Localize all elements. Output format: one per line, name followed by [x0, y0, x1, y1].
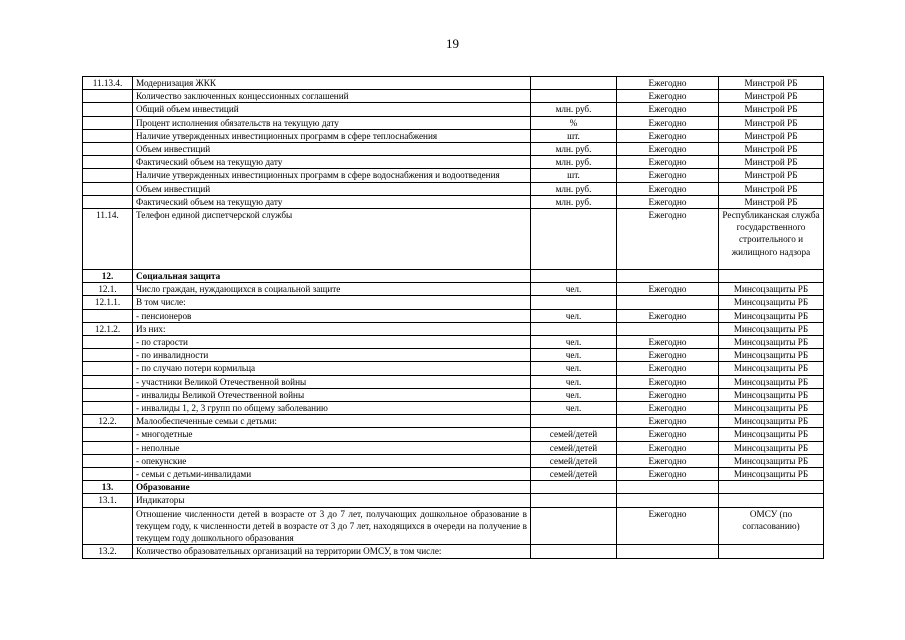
unit-cell: млн. руб.: [531, 103, 617, 116]
table-row: [83, 283, 824, 296]
period-cell: Ежегодно: [617, 362, 719, 375]
period-cell: Ежегодно: [617, 169, 719, 182]
unit-cell: млн. руб.: [531, 195, 617, 208]
table-row: [83, 129, 824, 142]
unit-cell: %: [531, 116, 617, 129]
indicator-name-cell: - пенсионеров: [133, 309, 531, 322]
responsible-cell: Минсоцзащиты РБ: [719, 309, 824, 322]
indicator-name-cell: - семьи с детьми-инвалидами: [133, 468, 531, 481]
row-number-cell: 12.: [83, 270, 133, 283]
period-cell: [617, 322, 719, 335]
period-cell: Ежегодно: [617, 143, 719, 156]
row-number-cell: [83, 143, 133, 156]
period-cell: [617, 481, 719, 494]
indicator-name-cell: Количество заключенных концессионных соглашений: [133, 90, 531, 103]
indicator-name-cell: В том числе:: [133, 296, 531, 309]
table-row: [83, 336, 824, 349]
period-cell: Ежегодно: [617, 156, 719, 169]
responsible-cell: Минстрой РБ: [719, 169, 824, 182]
table-row: [83, 182, 824, 195]
unit-cell: семей/детей: [531, 428, 617, 441]
period-cell: Ежегодно: [617, 116, 719, 129]
responsible-cell: Минсоцзащиты РБ: [719, 349, 824, 362]
indicator-name-cell: - по случаю потери кормильца: [133, 362, 531, 375]
unit-cell: чел.: [531, 375, 617, 388]
table-row: [83, 388, 824, 401]
indicator-table: [82, 76, 824, 559]
period-cell: Ежегодно: [617, 428, 719, 441]
indicator-name-cell: - по старости: [133, 336, 531, 349]
unit-cell: [531, 296, 617, 309]
indicator-name-cell: Образование: [133, 481, 531, 494]
row-number-cell: [83, 103, 133, 116]
unit-cell: чел.: [531, 336, 617, 349]
period-cell: Ежегодно: [617, 77, 719, 90]
table-row: [83, 349, 824, 362]
period-cell: [617, 270, 719, 283]
row-number-cell: [83, 375, 133, 388]
period-cell: [617, 296, 719, 309]
responsible-cell: Минсоцзащиты РБ: [719, 375, 824, 388]
indicator-name-cell: - опекунские: [133, 454, 531, 467]
row-number-cell: [83, 454, 133, 467]
row-number-cell: 13.1.: [83, 494, 133, 507]
responsible-cell: Минсоцзащиты РБ: [719, 402, 824, 415]
indicator-name-cell: Общий объем инвестиций: [133, 103, 531, 116]
page-number: 19: [446, 36, 459, 51]
row-number-cell: [83, 441, 133, 454]
row-number-cell: [83, 195, 133, 208]
responsible-cell: Минсоцзащиты РБ: [719, 322, 824, 335]
responsible-cell: Минстрой РБ: [719, 195, 824, 208]
responsible-cell: ОМСУ (по согласованию): [719, 507, 824, 545]
period-cell: Ежегодно: [617, 349, 719, 362]
unit-cell: чел.: [531, 283, 617, 296]
responsible-cell: [719, 270, 824, 283]
responsible-cell: Минсоцзащиты РБ: [719, 468, 824, 481]
responsible-cell: Минсоцзащиты РБ: [719, 362, 824, 375]
table-row: [83, 454, 824, 467]
indicator-name-cell: Телефон единой диспетчерской службы: [133, 209, 531, 270]
period-cell: Ежегодно: [617, 375, 719, 388]
unit-cell: шт.: [531, 169, 617, 182]
row-number-cell: [83, 129, 133, 142]
row-number-cell: [83, 402, 133, 415]
row-number-cell: 12.1.1.: [83, 296, 133, 309]
row-number-cell: [83, 428, 133, 441]
row-number-cell: 11.14.: [83, 209, 133, 270]
indicator-name-cell: Объем инвестиций: [133, 182, 531, 195]
indicator-name-cell: Малообеспеченные семьи с детьми:: [133, 415, 531, 428]
unit-cell: [531, 481, 617, 494]
table-row: [83, 116, 824, 129]
row-number-cell: [83, 182, 133, 195]
responsible-cell: Минсоцзащиты РБ: [719, 454, 824, 467]
unit-cell: [531, 507, 617, 545]
responsible-cell: Минстрой РБ: [719, 143, 824, 156]
table-row: [83, 545, 824, 558]
table-row: [83, 441, 824, 454]
indicator-name-cell: Фактический объем на текущую дату: [133, 195, 531, 208]
unit-cell: семей/детей: [531, 468, 617, 481]
row-number-cell: 13.: [83, 481, 133, 494]
row-number-cell: [83, 349, 133, 362]
row-number-cell: 11.13.4.: [83, 77, 133, 90]
unit-cell: [531, 545, 617, 558]
responsible-cell: Минстрой РБ: [719, 103, 824, 116]
row-number-cell: [83, 507, 133, 545]
responsible-cell: Минстрой РБ: [719, 77, 824, 90]
period-cell: Ежегодно: [617, 195, 719, 208]
indicator-name-cell: Отношение численности детей в возрасте от 3 до 7 лет, получающих дошкольное образование в текущем году, к численности детей в возрасте от 3 до 7 лет, находящихся в очереди на получение в текущем году дошкольного образования: [133, 507, 531, 545]
responsible-cell: [719, 494, 824, 507]
table-row: [83, 309, 824, 322]
table-row: [83, 428, 824, 441]
indicator-name-cell: - неполные: [133, 441, 531, 454]
period-cell: [617, 494, 719, 507]
indicator-name-cell: Объем инвестиций: [133, 143, 531, 156]
indicator-name-cell: Количество образовательных организаций на территории ОМСУ, в том числе:: [133, 545, 531, 558]
unit-cell: млн. руб.: [531, 182, 617, 195]
period-cell: Ежегодно: [617, 441, 719, 454]
responsible-cell: Минстрой РБ: [719, 90, 824, 103]
indicator-name-cell: - участники Великой Отечественной войны: [133, 375, 531, 388]
table-row: [83, 195, 824, 208]
responsible-cell: Минсоцзащиты РБ: [719, 336, 824, 349]
period-cell: Ежегодно: [617, 388, 719, 401]
responsible-cell: Минстрой РБ: [719, 156, 824, 169]
period-cell: [617, 545, 719, 558]
responsible-cell: Республиканская служба государственного строительного и жилищного надзора: [719, 209, 824, 270]
table-row: [83, 90, 824, 103]
table-row: [83, 362, 824, 375]
period-cell: Ежегодно: [617, 507, 719, 545]
row-number-cell: [83, 362, 133, 375]
period-cell: Ежегодно: [617, 283, 719, 296]
row-number-cell: [83, 309, 133, 322]
unit-cell: млн. руб.: [531, 156, 617, 169]
responsible-cell: Минстрой РБ: [719, 116, 824, 129]
table-row: [83, 143, 824, 156]
indicator-name-cell: Индикаторы: [133, 494, 531, 507]
unit-cell: [531, 415, 617, 428]
indicator-name-cell: - по инвалидности: [133, 349, 531, 362]
indicator-name-cell: Социальная защита: [133, 270, 531, 283]
indicator-name-cell: Число граждан, нуждающихся в социальной защите: [133, 283, 531, 296]
responsible-cell: Минсоцзащиты РБ: [719, 428, 824, 441]
period-cell: Ежегодно: [617, 468, 719, 481]
responsible-cell: Минсоцзащиты РБ: [719, 388, 824, 401]
table-row: [83, 296, 824, 309]
unit-cell: чел.: [531, 362, 617, 375]
table-row: [83, 415, 824, 428]
responsible-cell: Минсоцзащиты РБ: [719, 415, 824, 428]
table-row: [83, 209, 824, 270]
unit-cell: [531, 322, 617, 335]
table-row: [83, 103, 824, 116]
unit-cell: [531, 209, 617, 270]
row-number-cell: [83, 388, 133, 401]
responsible-cell: Минстрой РБ: [719, 129, 824, 142]
period-cell: Ежегодно: [617, 103, 719, 116]
indicator-name-cell: Модернизация ЖКК: [133, 77, 531, 90]
unit-cell: млн. руб.: [531, 143, 617, 156]
table-row: [83, 169, 824, 182]
table-row: [83, 375, 824, 388]
indicator-name-cell: Процент исполнения обязательств на текущую дату: [133, 116, 531, 129]
unit-cell: чел.: [531, 388, 617, 401]
section-row: [83, 270, 824, 283]
responsible-cell: [719, 545, 824, 558]
table-row: [83, 468, 824, 481]
table-body: [83, 77, 824, 559]
row-number-cell: 12.1.: [83, 283, 133, 296]
responsible-cell: [719, 481, 824, 494]
table-row: [83, 77, 824, 90]
indicator-name-cell: - инвалиды Великой Отечественной войны: [133, 388, 531, 401]
indicator-name-cell: - многодетные: [133, 428, 531, 441]
unit-cell: шт.: [531, 129, 617, 142]
row-number-cell: 13.2.: [83, 545, 133, 558]
unit-cell: чел.: [531, 349, 617, 362]
unit-cell: семей/детей: [531, 441, 617, 454]
period-cell: Ежегодно: [617, 209, 719, 270]
unit-cell: [531, 77, 617, 90]
period-cell: Ежегодно: [617, 129, 719, 142]
indicator-name-cell: Из них:: [133, 322, 531, 335]
unit-cell: [531, 90, 617, 103]
period-cell: Ежегодно: [617, 336, 719, 349]
row-number-cell: [83, 169, 133, 182]
responsible-cell: Минсоцзащиты РБ: [719, 283, 824, 296]
unit-cell: чел.: [531, 402, 617, 415]
row-number-cell: [83, 156, 133, 169]
unit-cell: чел.: [531, 309, 617, 322]
unit-cell: семей/детей: [531, 454, 617, 467]
unit-cell: [531, 494, 617, 507]
row-number-cell: [83, 90, 133, 103]
responsible-cell: Минсоцзащиты РБ: [719, 441, 824, 454]
table-row: [83, 156, 824, 169]
section-row: [83, 481, 824, 494]
row-number-cell: [83, 336, 133, 349]
row-number-cell: 12.1.2.: [83, 322, 133, 335]
table-row: [83, 322, 824, 335]
period-cell: Ежегодно: [617, 402, 719, 415]
row-number-cell: [83, 116, 133, 129]
period-cell: Ежегодно: [617, 182, 719, 195]
row-number-cell: [83, 468, 133, 481]
unit-cell: [531, 270, 617, 283]
responsible-cell: Минстрой РБ: [719, 182, 824, 195]
table-row: [83, 507, 824, 545]
row-number-cell: 12.2.: [83, 415, 133, 428]
indicator-name-cell: Наличие утвержденных инвестиционных программ в сфере теплоснабжения: [133, 129, 531, 142]
table-row: [83, 402, 824, 415]
indicator-name-cell: Фактический объем на текущую дату: [133, 156, 531, 169]
period-cell: Ежегодно: [617, 415, 719, 428]
period-cell: Ежегодно: [617, 90, 719, 103]
period-cell: Ежегодно: [617, 454, 719, 467]
indicator-name-cell: Наличие утвержденных инвестиционных программ в сфере водоснабжения и водоотведения: [133, 169, 531, 182]
table-row: [83, 494, 824, 507]
period-cell: Ежегодно: [617, 309, 719, 322]
indicator-name-cell: - инвалиды 1, 2, 3 групп по общему заболеванию: [133, 402, 531, 415]
responsible-cell: Минсоцзащиты РБ: [719, 296, 824, 309]
